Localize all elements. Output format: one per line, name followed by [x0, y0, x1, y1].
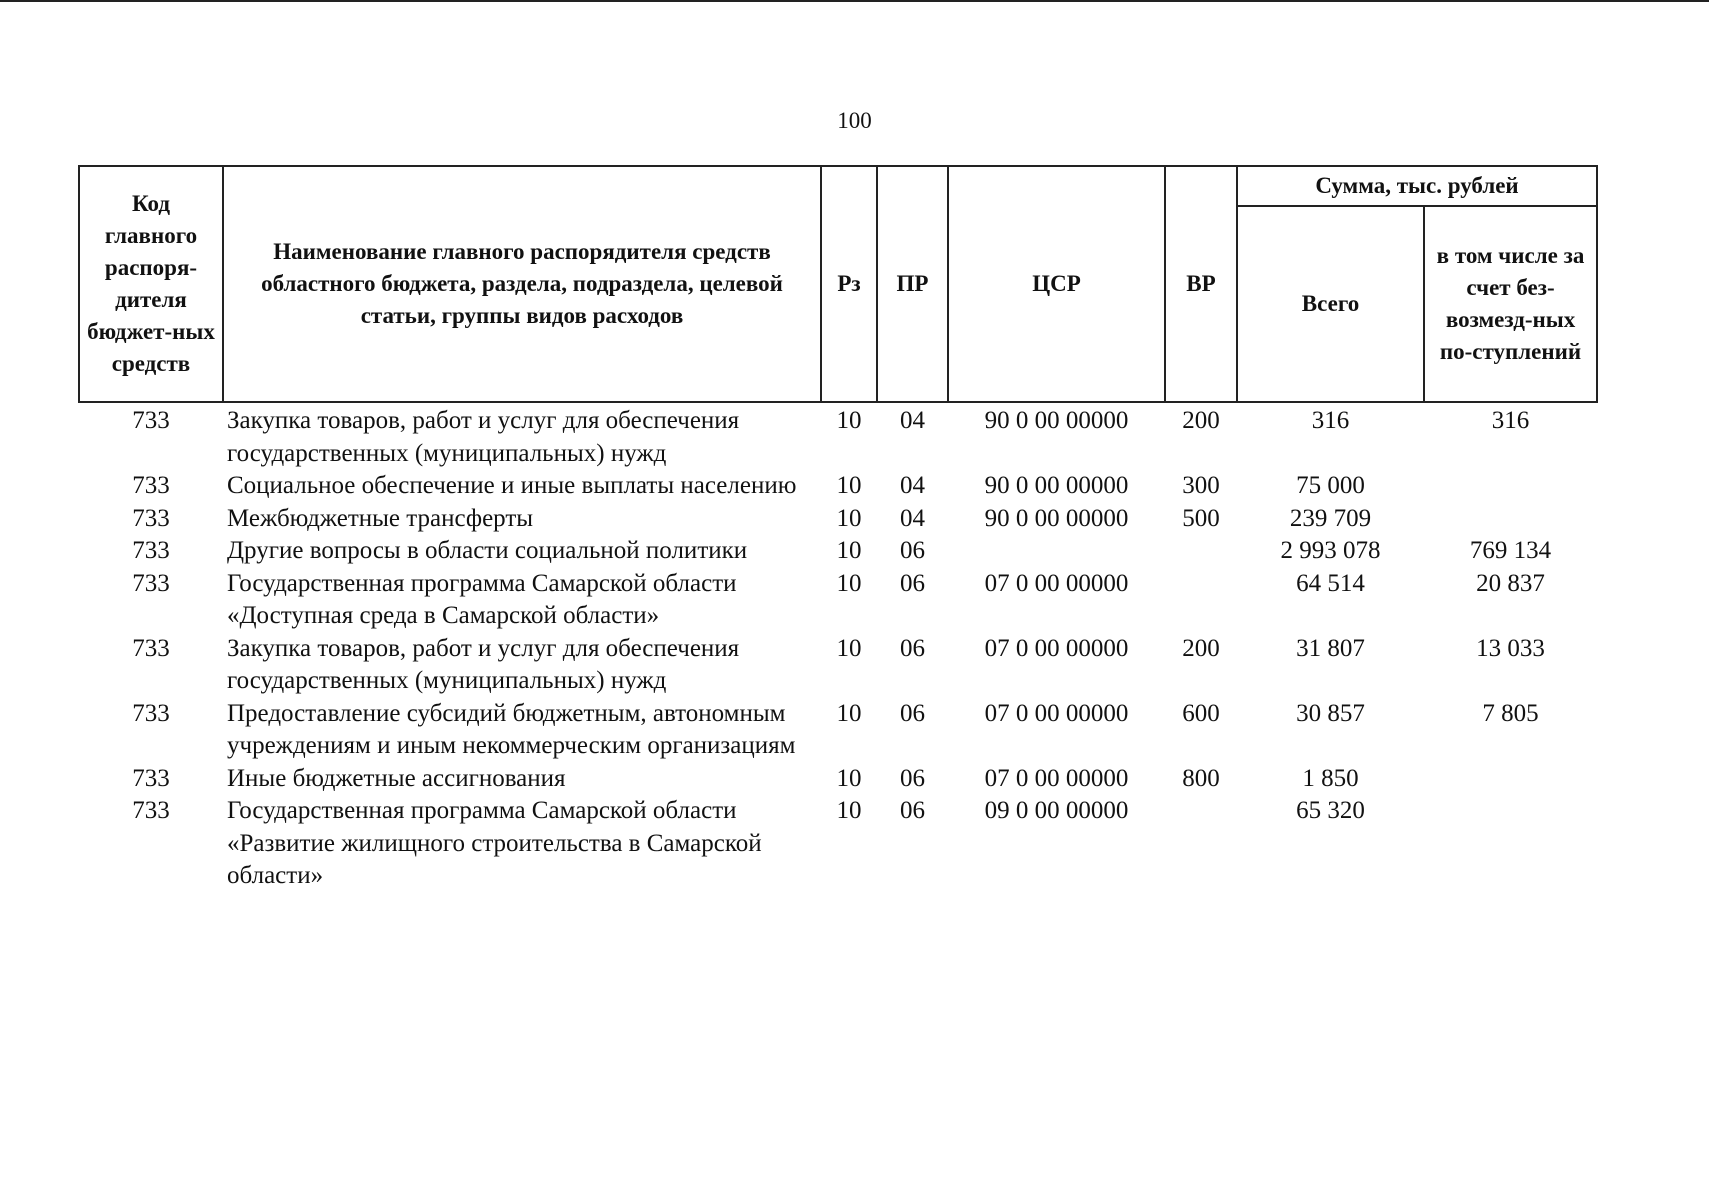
cell-incl	[1424, 763, 1597, 796]
cell-pr: 06	[900, 569, 925, 597]
cell-csr: 07 0 00 00000	[984, 569, 1129, 597]
cell-pr: 06	[900, 537, 925, 564]
cell-pr: 06	[900, 699, 925, 727]
cell-total: 64 514	[1296, 569, 1365, 597]
table-row	[79, 402, 1597, 470]
cell-rz: 10	[836, 764, 862, 792]
cell-rz: 10	[836, 472, 862, 499]
table-row	[79, 795, 1597, 893]
table-body	[79, 402, 1597, 893]
table-header	[79, 166, 1597, 402]
cell-name: Закупка товаров, работ и услуг для обеспечения государственных (муниципальных) нужд	[227, 407, 740, 467]
cell-vr: 300	[1182, 472, 1220, 499]
cell-name: Другие вопросы в области социальной политики	[227, 537, 748, 564]
cell-vr	[1165, 795, 1237, 893]
cell-rz: 10	[836, 504, 862, 532]
cell-total: 316	[1311, 407, 1350, 434]
header-total: Всего	[1237, 206, 1424, 402]
cell-csr: 90 0 00 00000	[984, 407, 1129, 434]
cell-incl	[1424, 503, 1597, 536]
table-row	[79, 698, 1597, 763]
cell-total: 2 993 078	[1280, 537, 1381, 564]
cell-vr: 200	[1182, 634, 1220, 662]
cell-name: Иные бюджетные ассигнования	[227, 764, 566, 792]
page-number: 100	[837, 108, 872, 133]
cell-pr: 06	[900, 634, 925, 662]
table-row	[79, 535, 1597, 568]
cell-rz: 10	[836, 537, 862, 564]
cell-csr: 90 0 00 00000	[984, 504, 1129, 532]
cell-csr	[948, 535, 1165, 568]
cell-pr: 06	[900, 764, 925, 792]
cell-name: Социальное обеспечение и иные выплаты населению	[227, 472, 797, 499]
cell-csr: 07 0 00 00000	[984, 634, 1129, 662]
table-row	[79, 633, 1597, 698]
cell-total: 239 709	[1289, 504, 1372, 532]
table-row	[79, 763, 1597, 796]
cell-pr: 06	[900, 797, 925, 824]
cell-vr: 600	[1182, 699, 1220, 727]
cell-incl: 7 805	[1482, 699, 1539, 727]
top-rule	[0, 0, 1709, 2]
header-vr: ВР	[1165, 166, 1237, 402]
cell-code: 733	[132, 472, 170, 499]
cell-csr: 07 0 00 00000	[984, 764, 1129, 792]
header-csr: ЦСР	[948, 166, 1165, 402]
cell-code: 733	[132, 764, 170, 792]
header-code: Код главного распоря-дителя бюджет-ных средств	[79, 166, 223, 402]
cell-name: Межбюджетные трансферты	[227, 504, 534, 532]
header-incl: в том числе за счет без-возмезд-ных по-ступлений	[1424, 206, 1597, 402]
header-pr: ПР	[877, 166, 948, 402]
cell-rz: 10	[836, 699, 862, 727]
cell-code: 733	[132, 537, 170, 564]
table-row	[79, 568, 1597, 633]
cell-csr: 90 0 00 00000	[984, 472, 1129, 499]
cell-pr: 04	[900, 407, 925, 434]
cell-name: Государственная программа Самарской области «Развитие жилищного строительства в Самарской области»	[227, 797, 762, 889]
header-name: Наименование главного распорядителя средств областного бюджета, раздела, подраздела, целевой статьи, группы видов расходов	[223, 166, 821, 402]
cell-code: 733	[132, 797, 170, 824]
cell-rz: 10	[836, 634, 862, 662]
cell-total: 31 807	[1296, 634, 1365, 662]
cell-rz: 10	[836, 569, 862, 597]
cell-vr: 500	[1182, 504, 1220, 532]
cell-name: Предоставление субсидий бюджетным, автономным учреждениям и иным некоммерческим организациям	[227, 699, 796, 759]
cell-incl: 13 033	[1476, 634, 1545, 662]
cell-code: 733	[132, 569, 170, 597]
cell-csr: 07 0 00 00000	[984, 699, 1129, 727]
cell-name: Закупка товаров, работ и услуг для обеспечения государственных (муниципальных) нужд	[227, 634, 740, 694]
cell-rz: 10	[836, 407, 862, 434]
cell-vr: 200	[1182, 407, 1220, 434]
table-row	[79, 503, 1597, 536]
cell-incl: 20 837	[1476, 569, 1545, 597]
cell-incl	[1424, 795, 1597, 893]
cell-incl	[1424, 470, 1597, 503]
cell-incl: 769 134	[1469, 537, 1552, 564]
cell-total: 75 000	[1296, 472, 1365, 499]
cell-vr	[1165, 568, 1237, 633]
header-rz: Рз	[821, 166, 877, 402]
cell-code: 733	[132, 699, 170, 727]
cell-name: Государственная программа Самарской области «Доступная среда в Самарской области»	[227, 569, 737, 629]
cell-code: 733	[132, 407, 170, 434]
cell-total: 1 850	[1302, 764, 1359, 792]
table-row	[79, 470, 1597, 503]
cell-vr: 800	[1182, 764, 1220, 792]
cell-incl: 316	[1491, 407, 1530, 434]
cell-pr: 04	[900, 472, 925, 499]
cell-total: 30 857	[1296, 699, 1365, 727]
cell-vr	[1165, 535, 1237, 568]
cell-code: 733	[132, 504, 170, 532]
cell-csr: 09 0 00 00000	[984, 797, 1129, 824]
header-sum-group: Сумма, тыс. рублей	[1237, 166, 1597, 206]
cell-rz: 10	[836, 797, 862, 824]
cell-pr: 04	[900, 504, 925, 532]
cell-total: 65 320	[1296, 797, 1365, 824]
budget-table	[78, 165, 1598, 893]
cell-code: 733	[132, 634, 170, 662]
